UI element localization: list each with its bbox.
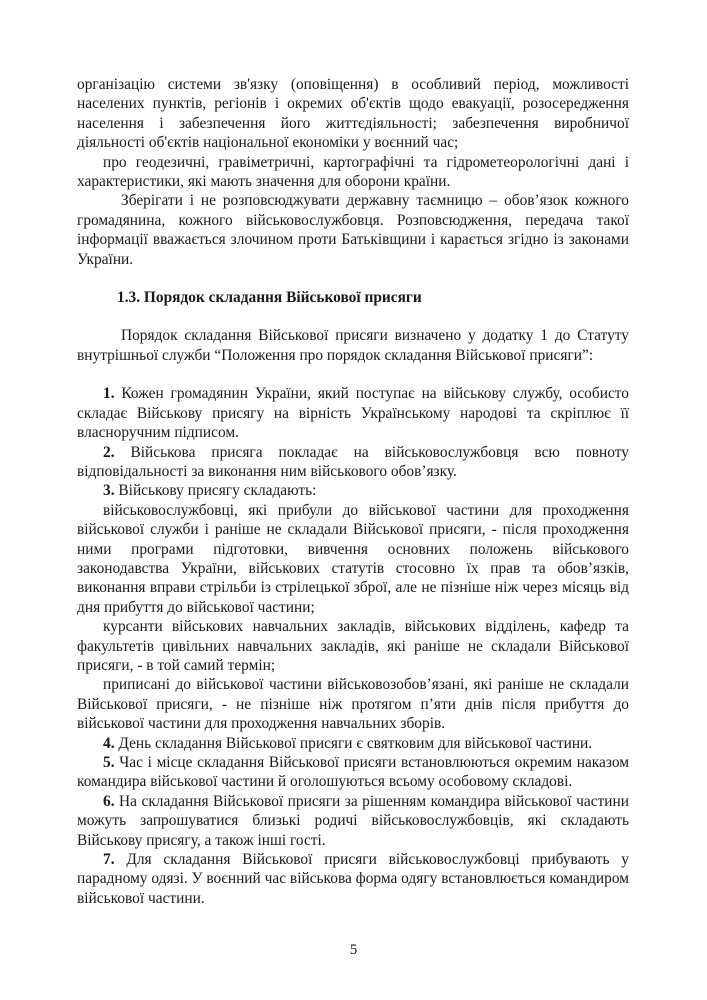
section-heading: 1.3. Порядок складання Військової присяги <box>117 289 422 307</box>
intro-paragraph-3: Зберігати і не розповсюджувати державну таємницю – обов’язок кожного громадянина, кожного військовослужбовця. Розповсюдження, передача такої інформації вважається злочином проти Батьківщини і карається згідно із законами України. <box>77 192 629 268</box>
item-number: 7. <box>103 851 115 869</box>
item-number: 4. <box>103 734 115 752</box>
list-item <box>77 850 629 908</box>
list-subitem: військовослужбовці, які прибули до військової частини для проходження військової служби і раніше не складали Військової присяги, - після проходження ними програми підготовки, вивчення основних положень військового законодавства України, військових статутів стосовно їх прав та обов’язків, виконання вправи стрільби із стрілецької зброї, але не пізніше ніж через місяць від дня прибуття до військової частини; <box>77 501 629 616</box>
spacer <box>77 365 629 384</box>
list-subitem: курсанти військових навчальних закладів, військових відділень, кафедр та факультетів цивільних навчальних закладів, які раніше не складали Військової присяги, - в той самий термін; <box>77 618 629 674</box>
item-text: Військова присяга покладає на військовослужбовця всю повноту відповідальності за виконання ним військового обов’язку. <box>77 443 629 480</box>
page-content <box>77 75 629 908</box>
intro-paragraph-2: про геодезичні, гравіметричні, картографічні та гідрометеорологічні дані і характеристики, які мають значення для оборони країни. <box>77 153 629 191</box>
list-item <box>77 481 629 500</box>
item-text: День складання Військової присяги є святковим для військової частини. <box>118 734 593 752</box>
list-item <box>77 384 629 442</box>
list-item <box>77 792 629 850</box>
item-number: 5. <box>103 754 115 771</box>
list-item <box>77 443 629 482</box>
item-text: Кожен громадянин України, який поступає на військову службу, особисто складає Військову присягу на вірність Українському народові та скріплює її власноручним підписом. <box>77 385 629 442</box>
item-text: Військову присягу складають: <box>118 482 317 500</box>
spacer <box>77 307 629 326</box>
section-lead-paragraph: Порядок складання Військової присяги визначено у додатку 1 до Статуту внутрішньої служби “Положення про порядок складання Військової присяги”: <box>77 327 629 364</box>
list-subitem: приписані до військової частини військовозобов’язані, які раніше не складали Військової присяги, - не пізніше ніж протягом п’яти днів після прибуття до військової частини для проходження навчальних зборів. <box>77 676 629 733</box>
item-number: 1. <box>103 385 115 403</box>
item-text: Для складання Військової присяги військовослужбовці прибувають у парадному одязі. У воєнний час військова форма одягу встановлюється командиром військової частини. <box>77 851 629 907</box>
list-item <box>77 734 629 753</box>
item-text: На складання Військової присяги за рішенням командира військової частини можуть запрошуватися близькі родичі військовослужбовців, які складають Військову присягу, а також інші гості. <box>77 792 629 849</box>
list-item <box>77 753 629 792</box>
item-number: 2. <box>103 443 115 461</box>
item-text: Час і місце складання Військової присяги встановлюються окремим наказом командира військової частини й оголошуються всьому особовому складові. <box>77 754 629 791</box>
intro-paragraph-1: організацію системи зв'язку (оповіщення) в особливий період, можливості населених пунктів, регіонів і окремих об'єктів щодо евакуації, розосередження населення і забезпечення його життєдіяльності; забезпечення виробничої діяльності об'єктів національної економіки у воєнний час; <box>77 76 629 152</box>
spacer <box>77 269 629 288</box>
item-number: 3. <box>103 482 115 500</box>
item-number: 6. <box>103 792 115 810</box>
page-number: 5 <box>349 942 358 958</box>
